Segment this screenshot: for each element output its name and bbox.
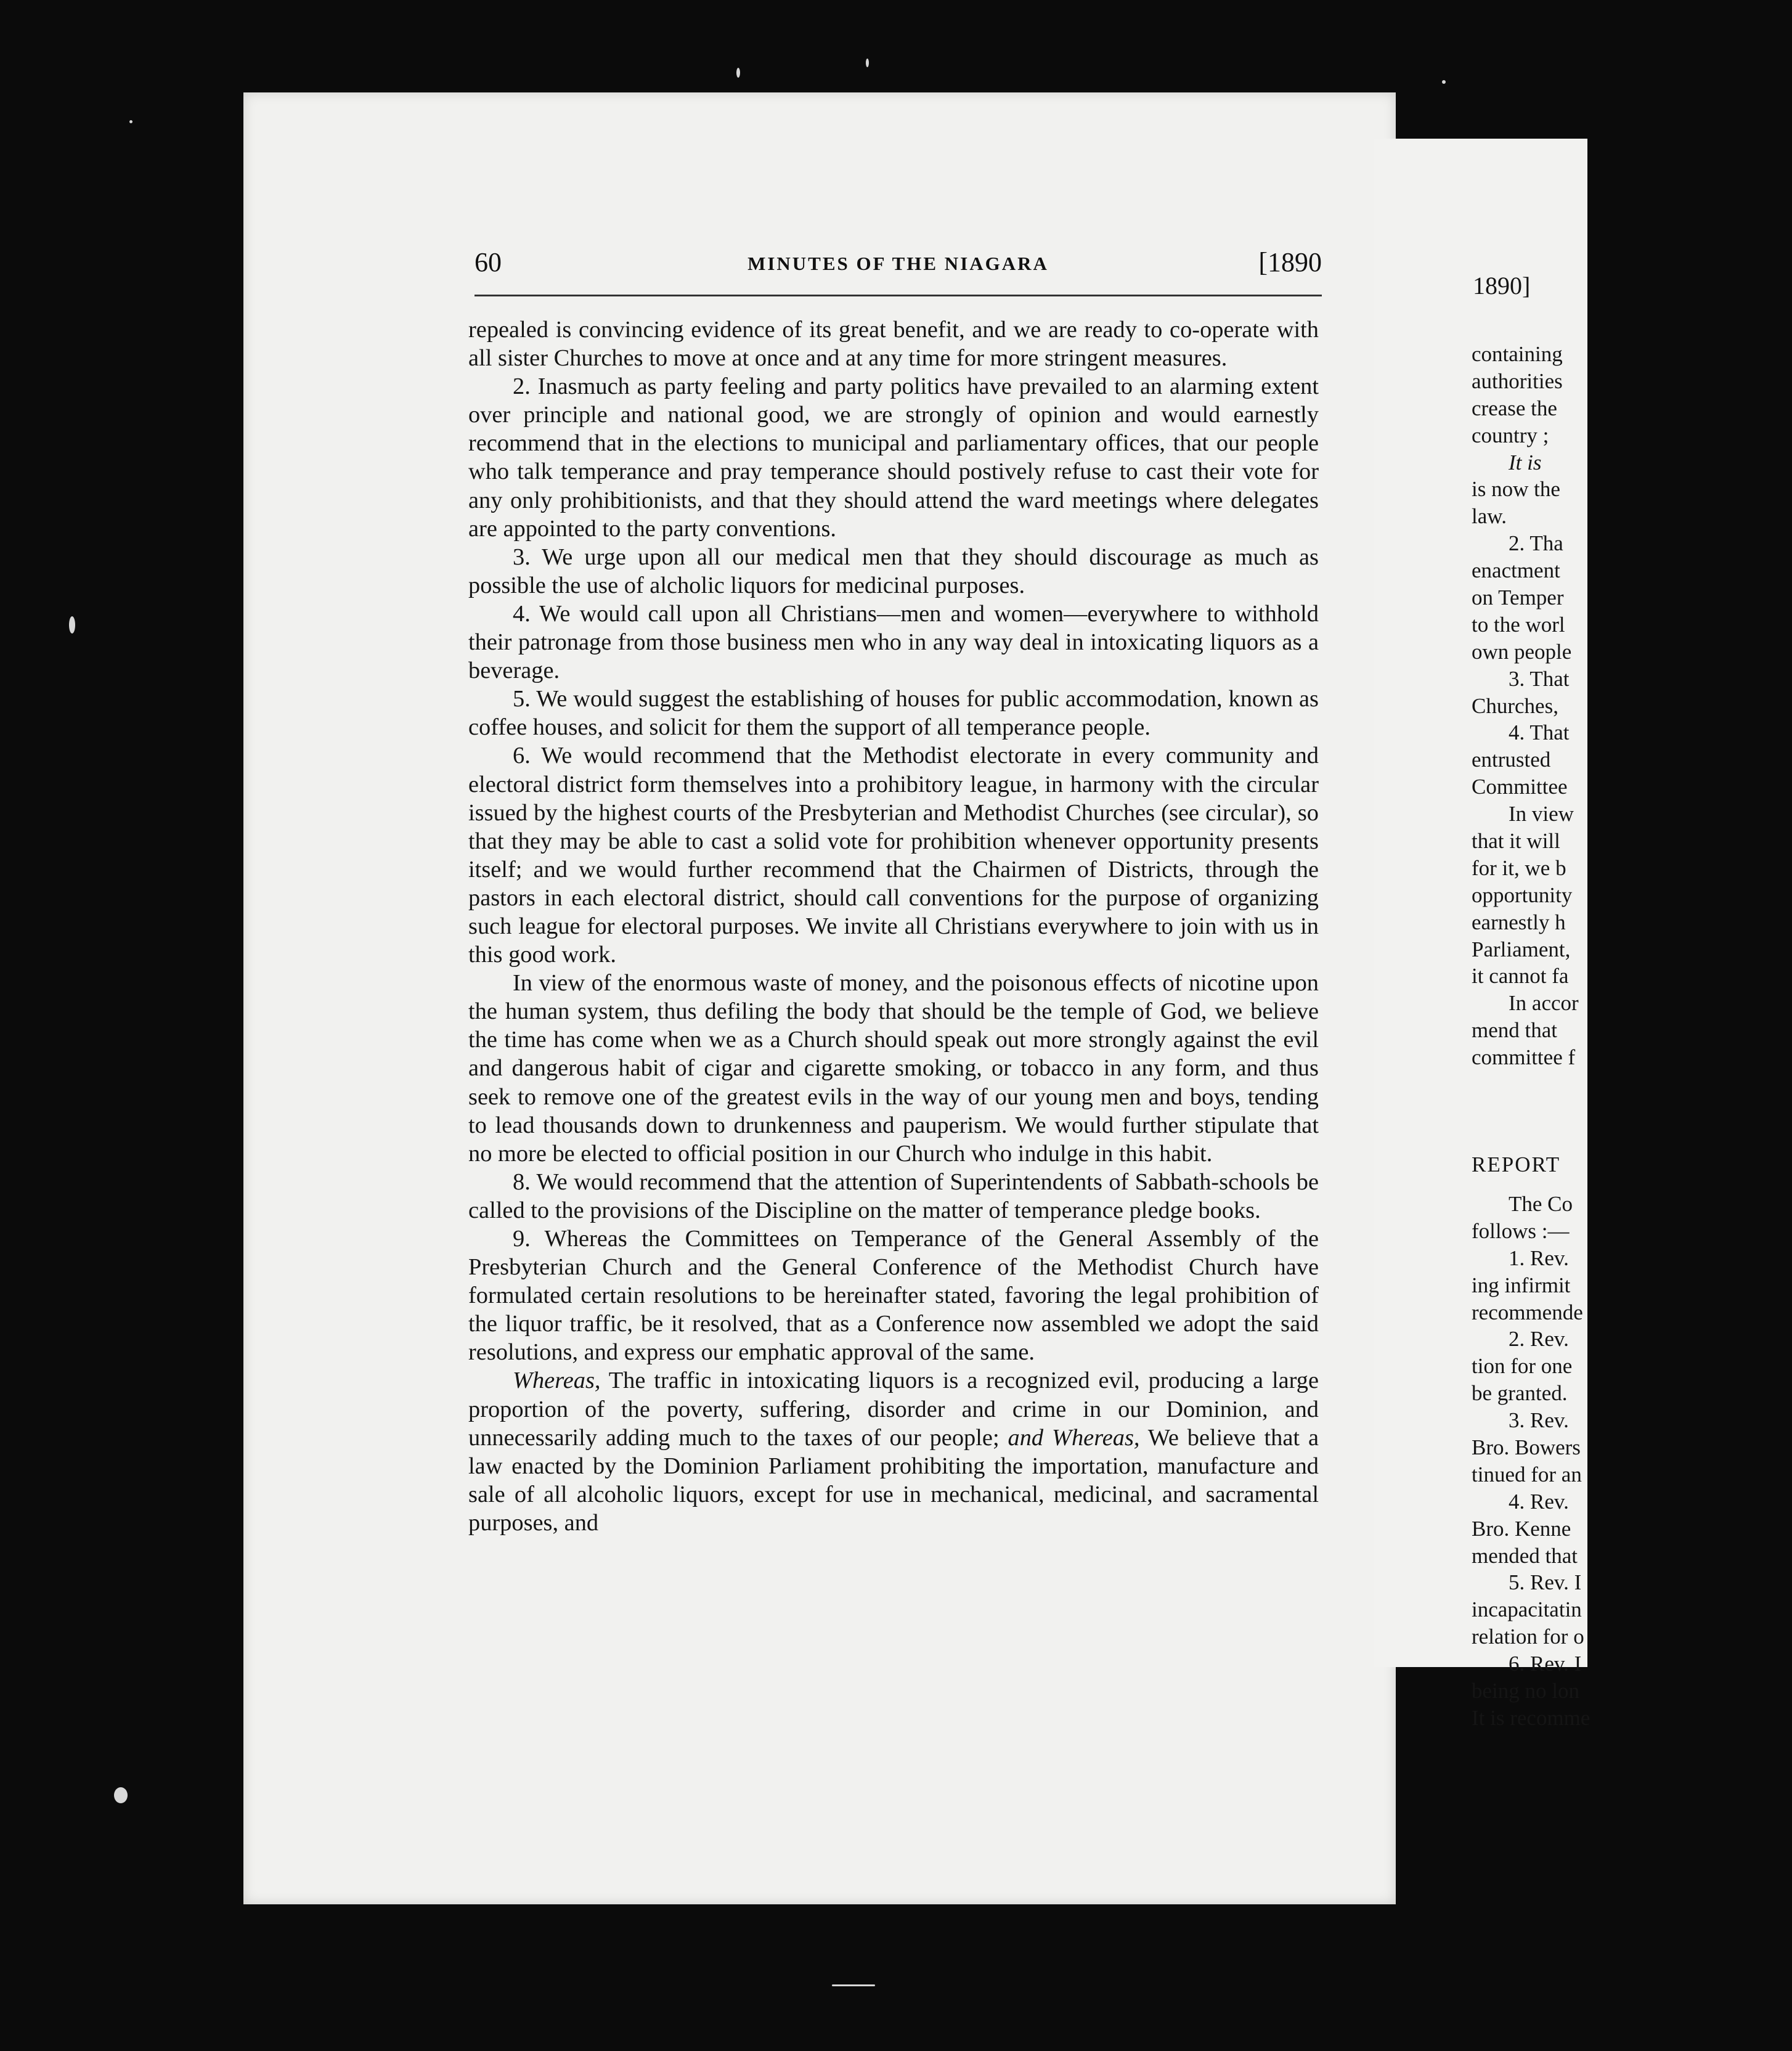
text-line: is now the (1472, 477, 1560, 502)
scan-speck (832, 1984, 875, 1986)
body-text (468, 316, 1319, 1537)
text-line: country ; (1472, 423, 1549, 447)
text-line: for it, we b (1472, 855, 1566, 880)
paragraph: 3. We urge upon all our medical men that they should discourage as much as possible the use of alcholic liquors for medicinal purposes. (468, 544, 1319, 598)
text-line: It is recomme (1472, 1705, 1590, 1730)
text-line: containing (1472, 342, 1563, 366)
scan-speck (114, 1787, 128, 1803)
text-line: 3. Rev. (1509, 1408, 1569, 1433)
text-line: earnestly h (1472, 910, 1566, 934)
text-line: law. (1472, 504, 1507, 529)
text-line: Churches, (1472, 693, 1558, 718)
text-line: 5. Rev. I (1509, 1570, 1582, 1595)
text-line: 4. Rev. (1509, 1489, 1569, 1514)
text-line: In view (1509, 802, 1574, 826)
text-line: 2. Rev. (1509, 1327, 1569, 1352)
text-line: incapacitatin (1472, 1597, 1582, 1622)
text-line: Bro. Kenne (1472, 1516, 1571, 1541)
text-line: that it will (1472, 829, 1560, 854)
page-header (474, 247, 1322, 283)
scan-speck (1442, 80, 1446, 84)
paragraph: 5. We would suggest the establishing of houses for public accommodation, known as coffee houses, and solicit for them the support of all temperance people. (468, 686, 1319, 741)
whereas-paragraph (468, 1366, 1319, 1537)
paragraph: In view of the enormous waste of money, and the poisonous effects of nicotine upon the human system, thus defiling the body that should be the temple of God, we believe the time has come when we as a Church should speak out more strongly against the evil and dangerous habit of cigar and cigarette smoking, or tobacco in any form, and thus seek to remove one of the greatest evils in the way of our young men and boys, tending to lead thousands down to drunkenness and pauperism. We would further stipulate that no more be elected to official position in our Church who indulge in this habit. (468, 970, 1319, 1167)
text-line: tinued for an (1472, 1462, 1582, 1486)
paragraph: 8. We would recommend that the attention of Superintendents of Sabbath-schools be called to the provisions of the Discipline on the matter of temperance pledge books. (468, 1168, 1319, 1223)
header-year: [1890 (1258, 247, 1322, 277)
text-line: to the worl (1472, 612, 1565, 637)
text-line: 2. Tha (1509, 531, 1563, 556)
text-line: be granted. (1472, 1381, 1568, 1406)
paragraph: 4. We would call upon all Christians—men and women—everywhere to withhold their patronage from those business men who in any way deal in intoxicating liquors as a beverage. (468, 600, 1319, 684)
report-heading: REPORT (1472, 1152, 1561, 1177)
paragraph: 9. Whereas the Committees on Temperance of the General Assembly of the Presbyterian Church and the General Conference of the Methodist Church have formulated certain resolutions to be hereinafter stated, favoring the legal prohibition of the liquor traffic, be it resolved, that as a Conference now assembled we adopt the said resolutions, and express our emphatic approval of the same. (468, 1226, 1319, 1366)
text-line: being no lon (1472, 1678, 1579, 1703)
and-whereas-word: and Whereas, (1008, 1424, 1140, 1451)
text-line: tion for one (1472, 1354, 1573, 1379)
header-rule (474, 295, 1322, 296)
text-line: committee f (1472, 1045, 1576, 1070)
text-line: Parliament, (1472, 937, 1571, 961)
whereas-word: Whereas, (513, 1368, 601, 1394)
paragraph: 2. Inasmuch as party feeling and party politics have prevailed to an alarming extent over principle and national good, we are strongly of opinion and would earnestly recommend that in the elections to municipal and parliamentary offices, that our people who talk temperance and pray temperance should postively refuse to cast their vote for any only prohibitionists, and that they should attend the ward meetings where delegates are appointed to the party conventions. (468, 373, 1319, 542)
text-line: 6. Rev. I (1509, 1652, 1582, 1676)
page-number: 60 (474, 247, 502, 277)
text-line: relation for o (1472, 1625, 1584, 1649)
text-line: opportunity (1472, 883, 1573, 907)
paragraph: repealed is convincing evidence of its great benefit, and we are ready to co-operate with all sister Churches to move at once and at any time for more stringent measures. (468, 317, 1319, 372)
text-line: mended that (1472, 1543, 1578, 1568)
scan-speck (866, 59, 869, 67)
text-line: In accor (1509, 991, 1579, 1016)
scan-speck (69, 616, 75, 634)
scan-speck (129, 120, 132, 123)
text-line: Committee (1472, 775, 1568, 799)
text-line: recommende (1472, 1300, 1583, 1324)
text-line: enactment (1472, 558, 1560, 583)
text-line: The Co (1509, 1191, 1573, 1216)
text-line: it cannot fa (1472, 964, 1569, 989)
text-line: 3. That (1509, 666, 1570, 691)
scan-speck (736, 68, 740, 78)
text-line: crease the (1472, 396, 1557, 420)
text-line: mend that (1472, 1018, 1557, 1043)
paragraph: 6. We would recommend that the Methodist electorate in every community and electoral district form themselves into a prohibitory league, in harmony with the circular issued by the highest courts of the Presbyterian and Methodist Churches (see circular), so that they may be able to cast a solid vote for prohibition whenever opportunity presents itself; and we would further recommend that the Chairmen of Districts, through the pastors in each electoral district, should call conventions for the purpose of organizing such league for electoral purposes. We invite all Christians everywhere to join with us in this good work. (468, 743, 1319, 968)
text-line: It is (1509, 450, 1542, 475)
text-line: authorities (1472, 369, 1563, 393)
text-line: entrusted (1472, 748, 1551, 772)
text-line: on Temper (1472, 585, 1564, 610)
right-page-year: 1890] (1473, 272, 1531, 300)
text-line: 4. That (1509, 720, 1570, 745)
running-title: MINUTES OF THE NIAGARA (747, 253, 1049, 274)
text-line: Bro. Bowers (1472, 1435, 1581, 1459)
section-gap (1472, 1178, 1792, 1191)
whereas-text: We believe that a law enacted by the Dominion Parliament prohibiting the importation, manufacture and sale of all alcoholic liquors, except for use in mechanical, medicinal, and sacramental purposes, and (468, 1424, 1319, 1536)
text-line: ing infirmit (1472, 1273, 1571, 1297)
text-line: 1. Rev. (1509, 1246, 1569, 1270)
whereas-text: The traffic in intoxicating liquors is a recognized evil, producing a large proportion of the poverty, suffering, disorder and crime in our Dominion, and unnecessarily adding much to the taxes of our people; (468, 1368, 1319, 1451)
section-gap (1472, 1071, 1792, 1151)
text-line: own people (1472, 639, 1572, 664)
right-page (1374, 139, 1590, 1730)
right-page-text (1472, 341, 1792, 1732)
text-line: follows :— (1472, 1218, 1570, 1243)
